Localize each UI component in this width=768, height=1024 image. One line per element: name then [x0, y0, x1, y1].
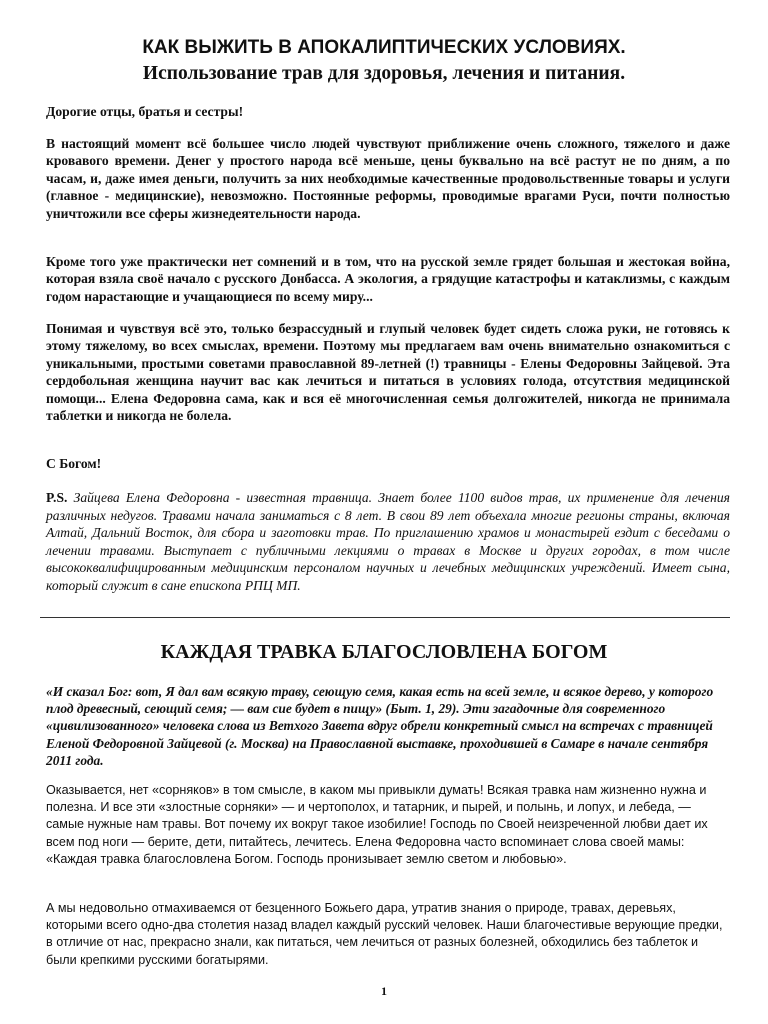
section-title: КАЖДАЯ ТРАВКА БЛАГОСЛОВЛЕНА БОГОМ [160, 641, 608, 663]
postscript-label: P.S. [46, 490, 68, 505]
section-divider [40, 617, 730, 618]
intro-paragraph-2: Кроме того уже практически нет сомнений и в том, что на русской земле грядет большая и жестокая война, которая взяла своё начало с русского Донбасса. А экология, а грядущие катастрофы и катаклизмы, с каждым годом нарастающие и учащающиеся по всему миру... [46, 254, 730, 304]
intro-paragraph-1: В настоящий момент всё большее число людей чувствуют приближение очень сложного, тяжелого и даже кровавого времени. Денег у простого народа всё меньше, цены буквально на всё растут не по дням, а по часам, и, даже имея деньги, получить за них необходимые качественные продовольственные товары и услуги (главное - медицинские), невозможно. Постоянные реформы, проводимые врагами Руси, почти полностью уничтожили все сферы жизнедеятельности народа. [46, 136, 730, 221]
greeting: Дорогие отцы, братья и сестры! [46, 104, 244, 119]
section-paragraph-1: Оказывается, нет «сорняков» в том смысле, в каком мы привыкли думать! Всякая травка нам жизненно нужна и полезна. И все эти «злостные сорняки» — и чертополох, и татарник, и пырей, и полынь, и лопух, и лебеда, — самые нужные нам травы. Вот почему их вокруг такое изобилие! Господь по Своей неизреченной любви дает их всем под ноги — берите, дети, питайтесь, лечитесь. Елена Федоровна часто вспоминает слова своей мамы: «Каждая травка благословлена Богом. Господь пронизывает землю светом и любовью». [46, 783, 708, 866]
intro-paragraph-3: Понимая и чувствуя всё это, только безрассудный и глупый человек будет сидеть сложа руки, не готовясь к этому тяжелому, во всех смыслах, времени. Поэтому мы предлагаем вам очень внимательно ознакомиться с уникальными, простыми советами православной 89-летней (!) травницы - Елены Федоровны Зайцевой. Эта сердобольная женщина научит вас как лечиться и питаться в условиях голода, отсутствия медицинской помощи... Елена Федоровна сама, как и вся её многочисленная семья долгожителей, никогда не принимала таблетки и никогда не болела. [46, 321, 730, 424]
page-title: КАК ВЫЖИТЬ В АПОКАЛИПТИЧЕСКИХ УСЛОВИЯХ. [142, 37, 626, 58]
postscript [46, 489, 730, 595]
page-subtitle: Использование трав для здоровья, лечения и питания. [142, 63, 626, 84]
page-number: 1 [381, 984, 387, 998]
section-quote: «И сказал Бог: вот, Я дал вам всякую траву, сеющую семя, какая есть на всей земле, и всякое дерево, у которого плод древесный, сеющий семя; — вам сие будет в пищу» (Быт. 1, 29). Эти загадочные для современного «цивилизованного» человека слова из Ветхого Завета вдруг обрели конкретный смысл на встречах с травницей Еленой Федоровной Зайцевой (г. Москва) на Православной выставке, проходившей в Самаре в начале сентября 2011 года. [46, 684, 714, 768]
closing-line: С Богом! [46, 456, 102, 471]
section-paragraph-2: А мы недовольно отмахиваемся от безценного Божьего дара, утратив знания о природе, травах, деревьях, которыми всего одно-два столетия назад владел каждый русский человек. Наши благочестивые верующие предки, в отличие от нас, прекрасно знали, как питаться, чем лечиться от разных болезней, обходились без таблеток и были крепкими русскими богатырями. [46, 901, 723, 967]
postscript-text: Зайцева Елена Федоровна - известная травница. Знает более 1100 видов трав, их применение для лечения различных недугов. Травами начала заниматься с 8 лет. В свои 89 лет объехала многие регионы страны, включая Алтай, Дальний Восток, для сбора и заготовки трав. По приглашению храмов и монастырей ездит с беседами о лечении травами. Выступает с публичными лекциями о травах в Москве и других городах, в том числе высококвалифицированным медицинским персоналом научных и лечебных медицинских учреждений. Имеет сына, который служит в сане епископа РПЦ МП. [46, 490, 730, 593]
